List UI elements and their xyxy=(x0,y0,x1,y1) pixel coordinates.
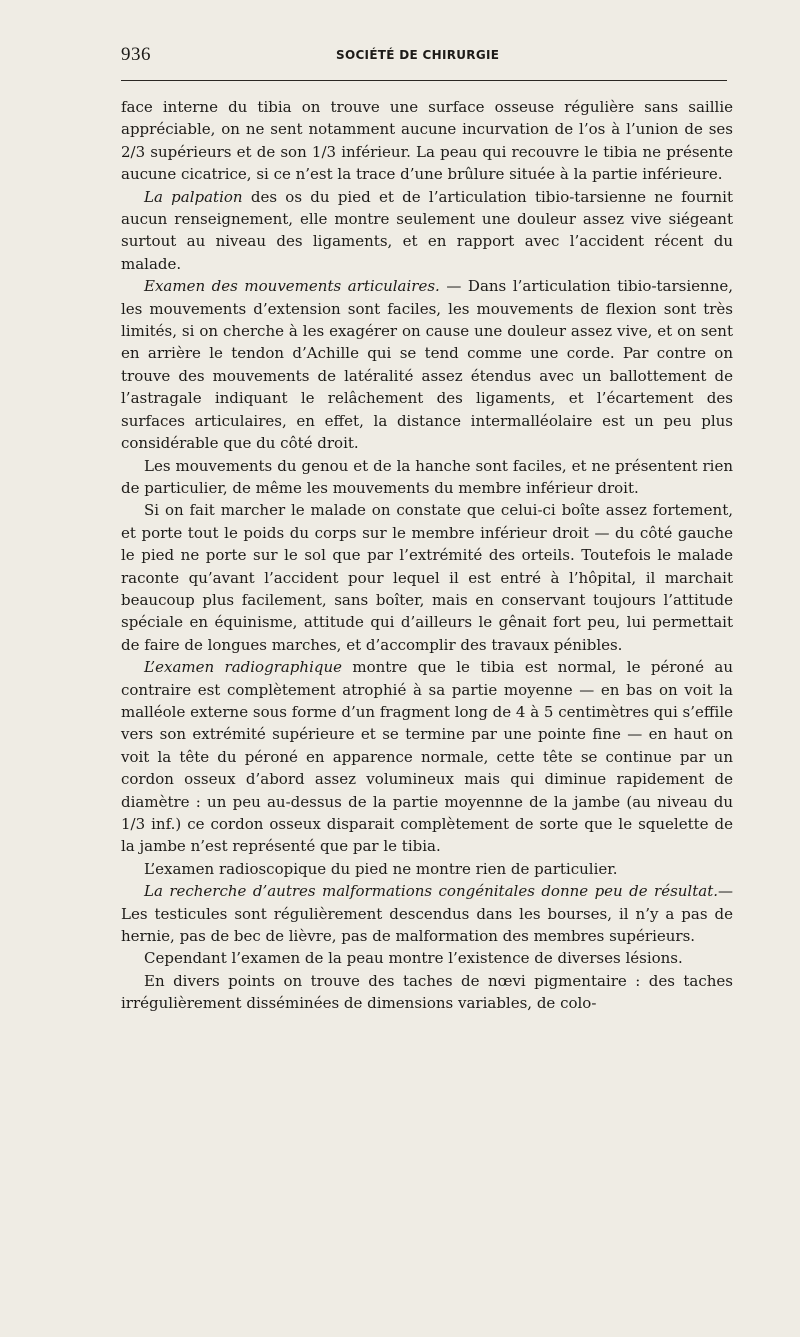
paragraph-text: Cependant l’examen de la peau montre l’existence de diverses lésions. xyxy=(144,949,683,968)
paragraph-text: — Dans l’articulation tibio-tarsienne, les mouvements d’extension sont faciles, les mouvements de flexion sont très limités, si on cherche à les exagérer on cause une douleur assez vive, et on sent en arrière le tendon d’Achille qui se tend comme une corde. Par contre on trouve des mouvements de latéralité assez étendus avec un ballottement de l’astragale indiquant le relâchement des ligaments, et l’écartement des surfaces articulaires, en effet, la distance intermalléolaire est un peu plus considérable que du côté droit. xyxy=(121,277,734,453)
paragraph-lead: La palpation xyxy=(144,187,243,206)
paragraph xyxy=(121,880,733,947)
paragraph xyxy=(121,499,733,656)
paragraph xyxy=(121,858,733,880)
paragraph xyxy=(121,186,733,276)
paragraph-lead: L’examen radiographique xyxy=(144,658,343,677)
paragraph xyxy=(121,275,733,454)
paragraph xyxy=(121,96,733,186)
header-rule xyxy=(121,80,727,81)
paragraph-text: des os du pied et de l’articulation tibio-tarsienne ne fournit aucun renseignement, elle montre seulement une douleur assez vive siégeant surtout au niveau des ligaments, et en rapport avec l’accident récent du malade. xyxy=(121,187,733,273)
paragraph xyxy=(121,947,733,969)
paragraph-text: face interne du tibia on trouve une surface osseuse régulière sans saillie appréciable, on ne sent notamment aucune incurvation de l’os à l’union de ses 2/3 supérieurs et de son 1/3 inférieur. La peau qui recouvre le tibia ne présente aucune cicatrice, si ce n’est la trace d’une brûlure située à la partie inférieure. xyxy=(121,98,733,184)
page-number: 936 xyxy=(121,44,151,65)
running-head: SOCIÉTÉ DE CHIRURGIE xyxy=(336,48,500,62)
paragraph-text: — Les testicules sont régulièrement descendus dans les bourses, il n’y a pas de hernie, pas de bec de lièvre, pas de malformation des membres supérieurs. xyxy=(121,882,733,946)
paragraph-lead: Examen des mouvements articulaires. xyxy=(144,277,440,296)
paragraph xyxy=(121,455,733,500)
paragraph-lead: La recherche d’autres malformations congénitales donne peu de résultat. xyxy=(144,882,718,901)
paragraph-text: Si on fait marcher le malade on constate que celui-ci boîte assez fortement, et porte tout le poids du corps sur le membre inférieur droit — du côté gauche le pied ne porte sur le sol que par l’extrémité des orteils. Toutefois le malade raconte qu’avant l’accident pour lequel il est entré à l’hôpital, il marchait beaucoup plus facilement, sans boîter, mais en conservant toujours l’attitude spéciale en équinisme, attitude qui d’ailleurs le gênait fort peu, lui permettait de faire de longues marches, et d’accomplir des travaux pénibles. xyxy=(121,501,733,654)
paragraph-text: En divers points on trouve des taches de nœvi pigmentaire : des taches irrégulièrement disséminées de dimensions variables, de colo- xyxy=(121,971,733,1013)
body-text xyxy=(121,96,733,1015)
page-header xyxy=(121,44,733,68)
paragraph-text: L’examen radioscopique du pied ne montre rien de particulier. xyxy=(144,859,618,878)
paragraph xyxy=(121,970,733,1015)
paragraph-text: Les mouvements du genou et de la hanche sont faciles, et ne présentent rien de particulier, de même les mouvements du membre inférieur droit. xyxy=(121,456,733,497)
paragraph-text: montre que le tibia est normal, le péroné au contraire est complètement atrophié à sa partie moyenne — en bas on voit la malléole externe sous forme d’un fragment long de 4 à 5 centimètres qui s’effile vers son extrémité supérieure et se termine par une pointe fine — en haut on voit la tête du péroné en apparence normale, cette tête se continue par un cordon osseux d’abord assez volumineux mais qui diminue rapidement de diamètre : un peu au-dessus de la partie moyennne de la jambe (au niveau du 1/3 inf.) ce cordon osseux disparait complètement de sorte que le squelette de la jambe n’est représenté que par le tibia. xyxy=(121,658,734,856)
paragraph xyxy=(121,656,733,858)
